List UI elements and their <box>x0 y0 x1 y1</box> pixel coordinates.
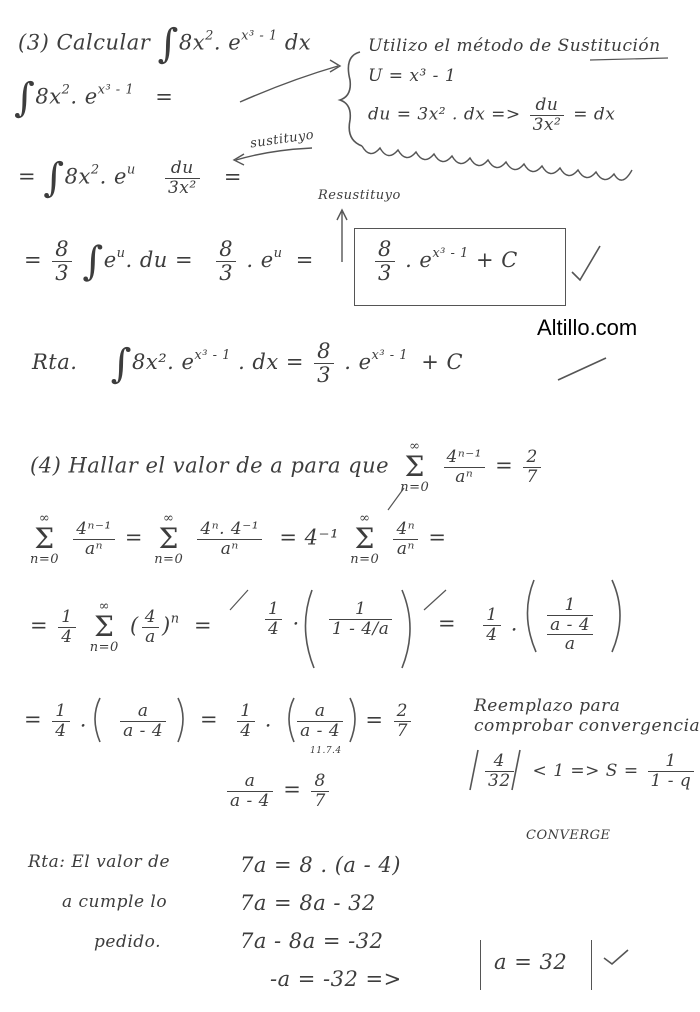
l2-geo-den2b: a <box>564 634 576 655</box>
equals: = <box>18 164 37 189</box>
side-ineq: < 1 => S = <box>532 760 639 781</box>
line-3-frac2-den: 3 <box>219 261 234 286</box>
line-3-frac-num: 8 <box>52 238 72 262</box>
problem-4-line-2-geo2: = $\frac{1}{4}$ . 1 a - 4 a <box>438 596 596 654</box>
problem-4-line-1: ∞ Σ n=0 $\frac{\text{4ⁿ⁻¹}}{\text{aⁿ}}$ = ∞ Σ n=0 $\frac{\text{4ⁿ. 4⁻¹}}{\text{aⁿ}}$ = 4⁻¹ ∞ Σ n=0 $\frac{\text{4ⁿ}}{\text{aⁿ}}$ = <box>30 511 447 567</box>
rta-res-exponent: x³ - 1 <box>371 348 408 364</box>
line-3-frac2-num: 8 <box>216 238 236 262</box>
exponent: x³ - 1 <box>241 28 278 44</box>
l1-factor: 4⁻¹ <box>304 525 340 550</box>
side-s-num: 1 <box>648 752 695 772</box>
sum-top: ∞ <box>98 599 110 614</box>
problem-4-line-2-geo: $\frac{1}{4}$ . $\frac{1}{1 - 4/a}$ <box>262 600 395 638</box>
l4-num: a <box>227 772 273 792</box>
note-title: Utilizo el método de Sustitución <box>368 36 661 56</box>
step-1: 7a = 8 . (a - 4) <box>240 853 401 877</box>
sum-num: 4ⁿ⁻¹ <box>444 448 486 468</box>
boxed-exponent: x³ - 1 <box>432 246 469 262</box>
line-1-integrand: 8x <box>35 84 62 109</box>
rta-e: . e <box>344 350 372 375</box>
boxed-den: 3 <box>378 261 392 286</box>
note-du: du = 3x² . dx => <box>368 104 521 125</box>
l3-frac-den: 4 <box>55 720 67 741</box>
l3-rhs-num: 2 <box>394 702 411 722</box>
line-2-du: du <box>165 159 200 179</box>
note-frac-den: 3x² <box>532 114 562 135</box>
line-1-exponent: x³ - 1 <box>97 82 135 98</box>
problem-4-steps <box>240 846 402 998</box>
step-4: -a = -32 => <box>270 967 402 991</box>
l2-frac-den: 4 <box>486 624 498 645</box>
rta-den: 3 <box>317 363 332 388</box>
side-s-den: 1 - q <box>650 770 692 791</box>
final-answer: a = 32 <box>494 950 568 974</box>
problem-3-answer: Rta. ∫8x². $e^{x^3 - 1}$ . dx = $\frac{8}{3}$ . $e^{x^3 - 1} + C$ <box>32 339 464 388</box>
problem-3-line-1: $\int 8x^2$. $e^{x^3 - 1}$ = <box>14 75 174 121</box>
rta-line-3: pedido. <box>94 932 161 952</box>
line-3-res-exponent: u <box>273 246 283 262</box>
rta-line-1: Rta: El valor de <box>28 852 171 872</box>
equals: = <box>24 248 43 273</box>
equals: = <box>295 248 314 273</box>
sum-top: ∞ <box>359 511 371 526</box>
l2-frac-num: 1 <box>483 606 500 626</box>
note-du-line <box>368 96 661 134</box>
l1-den2: aⁿ <box>220 538 239 559</box>
boxed-result-text <box>372 238 518 285</box>
l3-frac-num: 1 <box>52 702 69 722</box>
eq-value-den: 7 <box>526 466 538 487</box>
sum-bottom: n=0 <box>30 552 60 567</box>
sum-bottom: n=0 <box>350 552 380 567</box>
l4-rhs-den: 7 <box>314 790 326 811</box>
l1-den3: aⁿ <box>396 538 415 559</box>
l2-geo-den: 1 - 4/a <box>331 618 390 639</box>
sum-den: aⁿ <box>455 466 474 487</box>
l4-den: a - 4 <box>230 790 271 811</box>
rta-c: + C <box>421 350 464 375</box>
sustituyo-label: sustituyo <box>249 127 316 152</box>
sum-top: ∞ <box>163 511 175 526</box>
problem-title: Calcular <box>56 30 151 55</box>
problem-4-header: (4) Hallar el valor de a para que ∞ Σ n=0 $\frac{\text{4ⁿ⁻¹}}{\text{aⁿ}}$ = $\frac{2}{7}$ <box>30 440 544 494</box>
l1-den: aⁿ <box>84 538 103 559</box>
rta-exponent: x³ - 1 <box>194 348 231 364</box>
l3b-a: a <box>297 702 343 722</box>
sum-bottom: n=0 <box>400 480 430 495</box>
sum-top: ∞ <box>38 511 51 526</box>
side-title-2: comprobar convergencia <box>474 716 700 736</box>
problem-3-line-2: = $\int 8x^2$. $e^u$ $\frac{du}{\text{3x²}}$ = <box>18 155 242 201</box>
line-2-exponent: u <box>126 162 136 178</box>
sum-top: ∞ <box>409 439 421 454</box>
l2-one: 1 <box>329 600 393 620</box>
l1-num3: 4ⁿ <box>393 520 418 540</box>
l2-ratio-num: 4 <box>142 608 159 628</box>
resustituyo-label: Resustituyo <box>318 188 401 203</box>
l2-ratio-den: a <box>145 626 156 647</box>
problem-4-line-2: = $\frac{1}{4}$ ∞ Σ n=0 ( $\frac{4}{a}$ )$^n$ = <box>30 599 213 655</box>
l3-rhs-den: 7 <box>396 720 408 741</box>
side-abs-num: 4 <box>485 752 514 772</box>
problem-number: 4 <box>38 453 53 478</box>
l2-frac-num: 1 <box>58 608 75 628</box>
side-title-1: Reemplazo para <box>474 696 621 716</box>
problem-4-answer-text <box>28 842 170 962</box>
l2-frac-den: 4 <box>61 626 73 647</box>
line-3-du: . du = <box>125 248 194 273</box>
side-abs-den: 32 <box>488 770 511 791</box>
line-2-du-den: 3x² <box>167 177 197 198</box>
line-3-frac-den: 3 <box>55 261 70 286</box>
rta-num: 8 <box>314 340 334 364</box>
line-2-integrand: 8x <box>64 164 91 189</box>
l2-geo-num2: 1 <box>547 596 593 616</box>
note-eq-dx: = dx <box>573 104 616 125</box>
l2-geo-den2a: a - 4 <box>547 616 593 636</box>
step-2: 7a = 8a - 32 <box>240 891 376 915</box>
l2-pow: n <box>170 611 180 627</box>
problem-4-line-3: = $\frac{1}{4}$ . $\frac{a}{a - 4}$ <box>24 702 169 740</box>
problem-3-line-3: = $\frac{8}{3}$ $\int e^u$. du = $\frac{8}{3}$ . $e^u$ = <box>24 237 314 286</box>
converge-label: CONVERGE <box>526 828 611 843</box>
equals: = <box>155 84 174 109</box>
rta-line-2: a cumple lo <box>62 892 168 912</box>
l2-frac-num: 1 <box>265 600 282 620</box>
rta-integrand: 8x² <box>131 350 168 375</box>
problem-4-line-4: $\frac{a}{a - 4}$ = $\frac{8}{7}$ <box>224 772 332 810</box>
note-u: U = x³ - 1 <box>368 66 457 86</box>
l3-am4: a - 4 <box>123 720 164 741</box>
line-3-exponent: u <box>116 246 126 262</box>
eq-value-num: 2 <box>523 448 540 468</box>
convergence-check <box>482 752 697 790</box>
substitution-note <box>368 36 661 134</box>
dx: dx <box>284 30 312 55</box>
sum-bottom: n=0 <box>89 640 119 655</box>
l1-num: 4ⁿ⁻¹ <box>73 520 115 540</box>
small-note: 11.7.4 <box>310 746 342 756</box>
integrand: 8x <box>178 30 206 55</box>
line-3-e: e <box>103 248 117 273</box>
problem-4-line-3b: = $\frac{1}{4}$ . $\frac{a}{a - 4}$ = $\frac{2}{7}$ <box>200 702 414 740</box>
l2-frac-den: 4 <box>268 618 280 639</box>
l3-a: a <box>120 702 166 722</box>
problem-title: Hallar el valor de a para que <box>68 453 390 478</box>
l4-rhs-num: 8 <box>311 772 328 792</box>
line-3-res: . e <box>246 248 274 273</box>
l3b-am4: a - 4 <box>300 720 341 741</box>
problem-number: 3 <box>26 30 41 55</box>
l1-num2: 4ⁿ. 4⁻¹ <box>197 520 262 540</box>
boxed-num: 8 <box>375 238 395 262</box>
sum-bottom: n=0 <box>154 552 184 567</box>
rta-dx: . dx = <box>238 350 304 375</box>
l3b-frac-den: 4 <box>240 720 252 741</box>
l3b-frac-num: 1 <box>237 702 254 722</box>
boxed-e: . e <box>405 248 433 273</box>
boxed-c: + C <box>476 248 518 273</box>
note-frac-num: du <box>530 96 565 116</box>
equals: = <box>223 164 242 189</box>
rta-label: Rta. <box>32 350 78 375</box>
altillo-watermark: Altillo.com <box>537 315 638 340</box>
convergence-note <box>474 696 700 736</box>
problem-3-header: (3) Calcular $\int 8x^2$. $e^{x^3 - 1}$ dx <box>18 21 312 67</box>
step-3: 7a - 8a = -32 <box>240 929 384 953</box>
